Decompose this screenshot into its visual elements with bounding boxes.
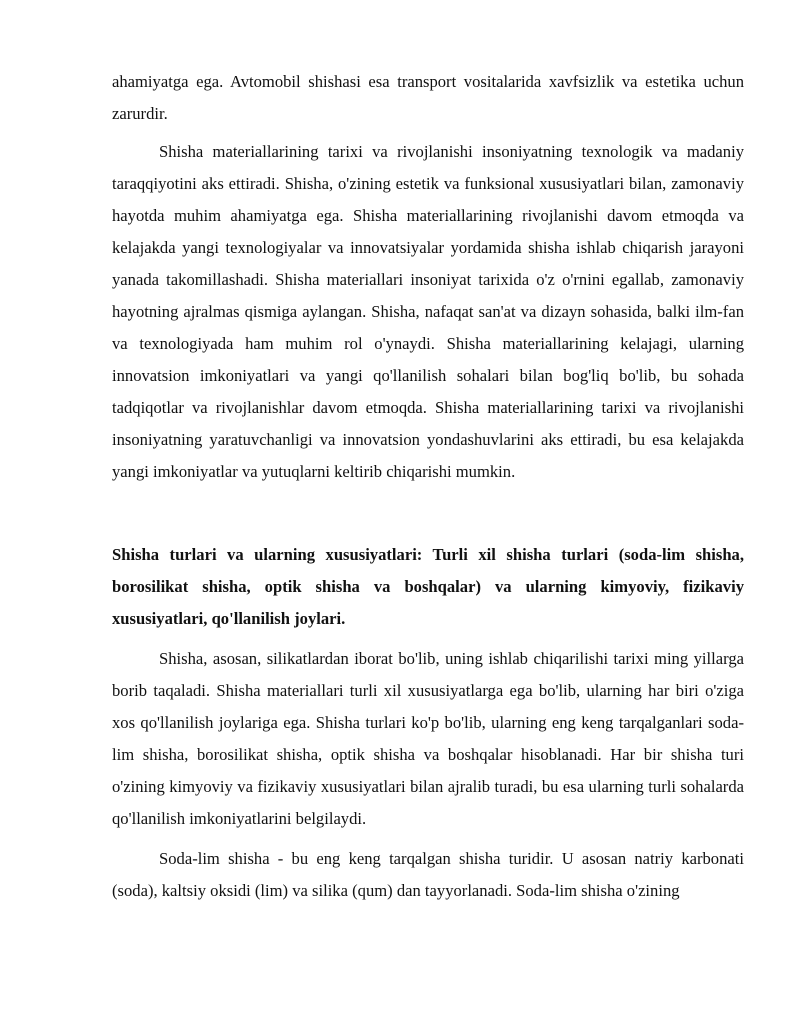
paragraph-history-summary: Shisha materiallarining tarixi va rivojlanishi insoniyatning texnologik va madaniy taraqqiyotini aks ettiradi. Shisha, o'zining estetik va funksional xususiyatlari bilan, zamonaviy hayotda muhim ahamiyatga ega. Shisha materiallarining rivojlanishi davom etmoqda va kelajakda yangi texnologiyalar va innovatsiyalar yordamida shisha ishlab chiqarish jarayoni yanada takomillashadi. Shisha materiallari insoniyat tarixida o'z o'rnini egallab, zamonaviy hayotning ajralmas qismiga aylangan. Shisha, nafaqat san'at va dizayn sohasida, balki ilm-fan va texnologiyada ham muhim rol o'ynaydi. Shisha materiallarining kelajagi, ularning innovatsion imkoniyatlari va yangi qo'llanilish sohalari bilan bog'liq bo'lib, bu sohada tadqiqotlar va rivojlanishlar davom etmoqda. Shisha materiallarining tarixi va rivojlanishi insoniyatning yaratuvchanligi va innovatsion yondashuvlarini aks ettiradi, bu esa kelajakda yangi imkoniyatlar va yutuqlarni keltirib chiqarishi mumkin. — [112, 142, 744, 481]
document-page — [112, 66, 744, 915]
section-heading: Shisha turlari va ularning xususiyatlari: Turli xil shisha turlari (soda-lim shisha, borosilikat shisha, optik shisha va boshqalar) va ularning kimyoviy, fizikaviy xususiyatlari, qo'llanilish joylari. — [112, 545, 744, 628]
paragraph-soda-lime-glass: Soda-lim shisha - bu eng keng tarqalgan shisha turidir. U asosan natriy karbonati (soda), kaltsiy oksidi (lim) va silika (qum) dan tayyorlanadi. Soda-lim shisha o'zining — [112, 849, 744, 900]
paragraph-glass-types-intro: Shisha, asosan, silikatlardan iborat bo'lib, uning ishlab chiqarilishi tarixi ming yillarga borib taqaladi. Shisha materiallari turli xil xususiyatlarga ega bo'lib, ularning har biri o'ziga xos qo'llanilish joylariga ega. Shisha turlari ko'p bo'lib, ularning eng keng tarqalganlari soda-lim shisha, borosilikat shisha, optik shisha va boshqalar hisoblanadi. Har bir shisha turi o'zining kimyoviy va fizikaviy xususiyatlari bilan ajralib turadi, bu esa ularning turli sohalarda qo'llanilish imkoniyatlarini belgilaydi. — [112, 649, 744, 828]
paragraph-continuation: ahamiyatga ega. Avtomobil shishasi esa transport vositalarida xavfsizlik va estetika uchun zarurdir. — [112, 72, 744, 123]
